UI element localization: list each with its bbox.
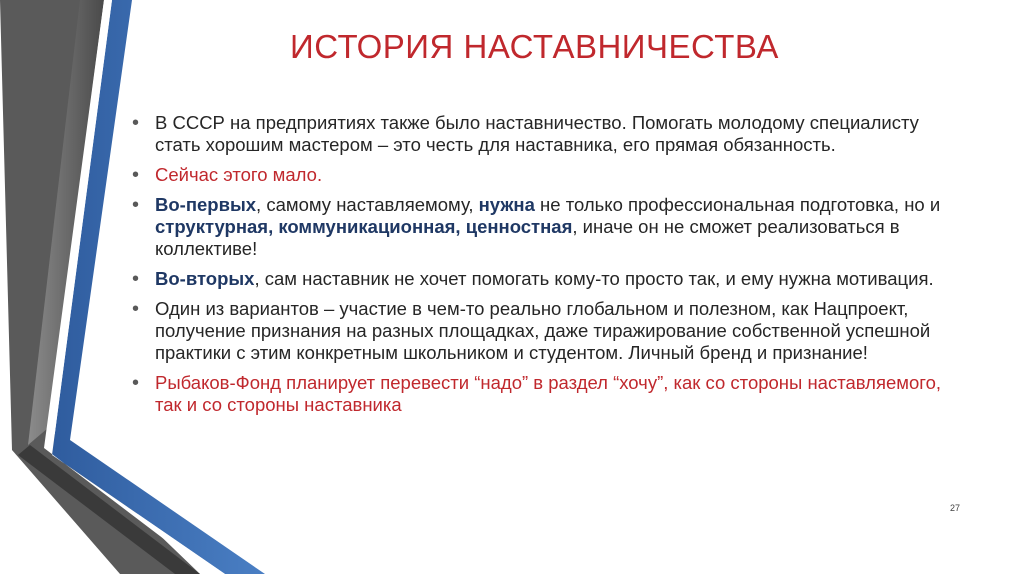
bullet-emphasis: структурная, коммуникационная, ценностная (155, 216, 573, 237)
bullet-dot-icon: • (132, 112, 140, 134)
bullet-item (128, 298, 968, 364)
bullet-emphasis: Во-вторых (155, 268, 255, 289)
bullet-item (128, 164, 968, 186)
bullet-dot-icon: • (132, 298, 140, 320)
bullet-text (155, 372, 941, 415)
bullet-dot-icon: • (132, 372, 140, 394)
bullet-text-part: Один из вариантов – участие в чем-то реально глобальном и полезном, как Нацпроект, получение признания на разных площадках, даже тиражирование собственной успешной практики с этим конкретным школьником и студентом. Личный бренд и признание! (155, 298, 931, 363)
bullet-item (128, 112, 968, 156)
bullet-emphasis: нужна (478, 194, 535, 215)
bullet-text-part: В СССР на предприятиях также было наставничество. Помогать молодому специалисту стать хорошим мастером – это честь для наставника, его прямая обязанность. (155, 112, 919, 155)
bullet-text (155, 112, 919, 155)
bullet-text-part: , иначе он не сможет реализоваться в коллективе! (155, 216, 900, 259)
bullet-item (128, 372, 968, 416)
bullet-text-part: не только профессиональная подготовка, но и (534, 194, 941, 215)
slide-title: ИСТОРИЯ НАСТАВНИЧЕСТВА (290, 28, 779, 65)
bullet-dot-icon: • (132, 164, 140, 186)
page-number: 27 (950, 503, 961, 513)
bullet-text-part: Сейчас этого мало. (155, 164, 323, 185)
bullet-item (128, 194, 968, 260)
bullet-dot-icon: • (132, 268, 140, 290)
bullet-emphasis: Во-первых (155, 194, 257, 215)
bullet-dot-icon: • (132, 194, 140, 216)
bullet-item (128, 268, 968, 290)
bullet-text (155, 194, 940, 259)
bullet-text (155, 164, 322, 185)
bullet-text-part: Рыбаков-Фонд планирует перевести “надо” в раздел “хочу”, как со стороны наставляемого, так и со стороны наставника (155, 372, 942, 415)
bullet-text-part: , сам наставник не хочет помогать кому-то просто так, и ему нужна мотивация. (254, 268, 934, 289)
bullet-text (155, 298, 930, 363)
bullet-text (155, 268, 934, 289)
bullet-list (128, 112, 968, 424)
bullet-text-part: , самому наставляемому, (256, 194, 479, 215)
